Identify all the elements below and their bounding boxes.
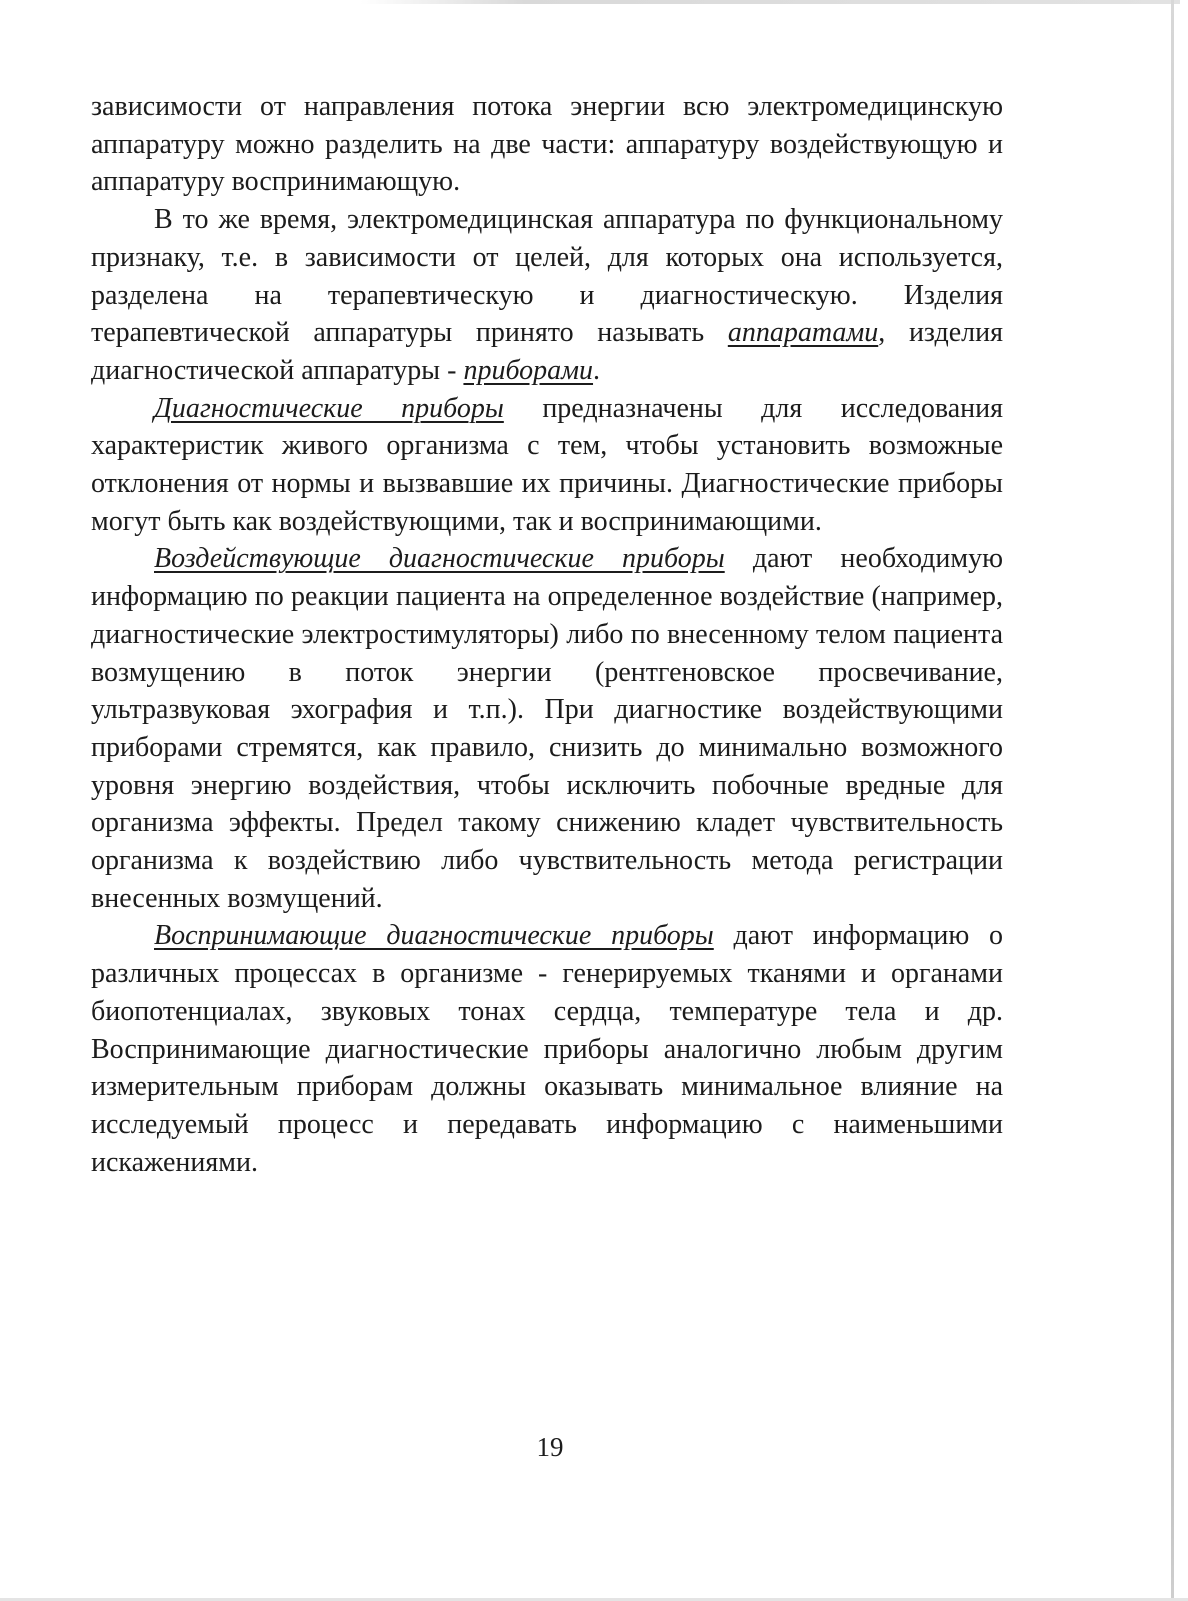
term-active-diagnostic-instruments: Воздействующие диагностические приборы [154, 543, 725, 575]
paragraph-text: предназначены для исследования характеристик живого организма с тем, чтобы установить возможные отклонения от нормы и вызвавшие их причины. Диагностические приборы могут быть как воздействующими, так и воспринимающими. [91, 392, 1004, 537]
term-diagnostic-instruments: Диагностические приборы [154, 392, 504, 424]
paragraph-receptive-diagnostic-instruments [91, 917, 1003, 1181]
paragraph-text: дают необходимую информацию по реакции пациента на определенное воздействие (например, диагностические электростимуляторы) либо по внесенному телом пациента возмущению в поток энергии (рентгеновское просвечивание, ультразвуковая эхография и т.п.). При диагностике воздействующими приборами стремятся, как правило, снизить до минимально возможного уровня энергию воздействия, чтобы исключить побочные вредные для организма эффекты. Предел такому снижению кладет чувствительность организма к воздействию либо чувствительность метода регистрации внесенных возмущений. [91, 543, 1004, 914]
term-instruments: приборами [463, 354, 594, 386]
term-receptive-diagnostic-instruments: Воспринимающие диагностические приборы [154, 920, 714, 952]
paragraph-continuation: зависимости от направления потока энергии всю электромедицинскую аппаратуру можно разделить на две части: аппаратуру воздействующую и аппаратуру воспринимающую. [91, 91, 1003, 198]
term-apparatus: аппаратами [727, 317, 879, 349]
scan-edge-top [360, 0, 1180, 4]
body-text [91, 88, 1003, 1181]
paragraph-text: В то же время, электромедицинская аппаратура по функциональному признаку, т.е. в зависимости от целей, для которых она используется, разделена на терапевтическую и диагностическую. Изделия терапевтической аппаратуры принято называть [91, 204, 1003, 349]
paragraph-active-diagnostic-instruments [91, 540, 1003, 917]
page-number: 19 [536, 1432, 564, 1462]
paragraph-text: . [593, 354, 601, 386]
paragraph-diagnostic-instruments [91, 390, 1003, 541]
scan-edge-right [1171, 0, 1174, 1601]
paragraph-text: дают информацию о различных процессах в организме - генерируемых тканями и органами биопотенциалах, звуковых тонах сердца, температуре тела и др. Воспринимающие диагностические приборы аналогично любым другим измерительным приборам должны оказывать минимальное влияние на исследуемый процесс и передавать информацию с наименьшими искажениями. [91, 920, 1003, 1178]
paragraph-functional-classification [91, 201, 1003, 390]
paragraph-text: , изделия диагностической аппаратуры - [91, 317, 1003, 386]
